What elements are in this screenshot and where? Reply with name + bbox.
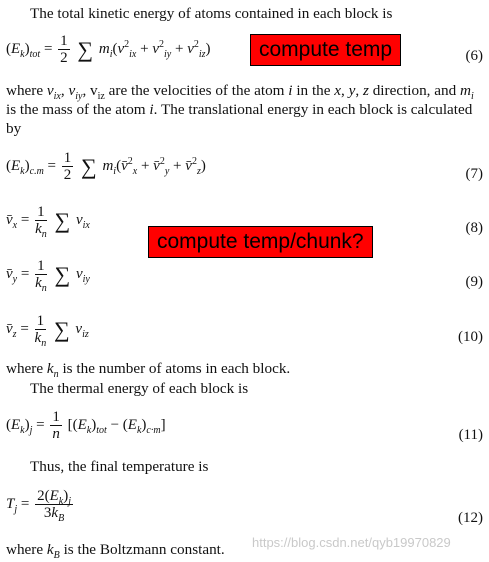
paragraph-total-kinetic: The total kinetic energy of atoms contained in each block is bbox=[30, 5, 393, 22]
paragraph-kn-definition: where $k_n$ is the number of atoms in each block. bbox=[6, 360, 291, 381]
equation-number-8: (8) bbox=[465, 220, 483, 236]
equation-number-7: (7) bbox=[465, 166, 483, 182]
equation-number-9: (9) bbox=[465, 274, 483, 290]
equation-10: $v̄_z$ = $\frac{1}{k_n}$ ∑ $v_{iz}$ bbox=[6, 313, 89, 349]
equation-number-6: (6) bbox=[465, 48, 483, 64]
equation-number-10: (10) bbox=[458, 329, 483, 345]
annotation-compute-temp: compute temp bbox=[250, 34, 401, 66]
equation-12: $T_j$ = $\frac{2(E_k)_j}{3k_B}$ bbox=[6, 488, 71, 524]
equation-8: $v̄_x$ = $\frac{1}{k_n}$ ∑ $v_{ix}$ bbox=[6, 204, 90, 240]
paragraph-velocities: where $v_{ix}$, $v_{iy}$, $v_{iz}$ are the velocities of the atom i in the x, y, z direction, and $m_i$ is the mass of the atom i. The translational energy in each block is calculated by bbox=[6, 82, 474, 137]
annotation-compute-temp-chunk: compute temp/chunk? bbox=[148, 226, 373, 258]
equation-number-11: (11) bbox=[458, 427, 483, 443]
equation-9: $v̄_y$ = $\frac{1}{k_n}$ ∑ $v_{iy}$ bbox=[6, 258, 90, 294]
paragraph-final-temperature: Thus, the final temperature is bbox=[30, 458, 209, 475]
equation-number-12: (12) bbox=[458, 510, 483, 526]
watermark-url: https://blog.csdn.net/qyb19970829 bbox=[252, 535, 451, 550]
equation-11: $(E_k)_j$ = $\frac{1}{n}$ $[(E_k)_{tot} - (E_k)_{c\cdot m}]$ bbox=[6, 409, 166, 442]
paragraph-thermal-energy: The thermal energy of each block is bbox=[30, 380, 249, 397]
equation-6: $(E_k)_{tot}$ = $\frac{1}{2}$ ∑ $m_i(v^2_{ix} + v^2_{iy} + v^2_{iz})$ bbox=[6, 33, 211, 66]
paragraph-boltzmann: where $k_B$ is the Boltzmann constant. bbox=[6, 541, 225, 562]
equation-7: $(E_k)_{c.m}$ = $\frac{1}{2}$ ∑ $m_i(v̄^2_x$ + v̄$^2_y$ + v̄$^2_z$) bbox=[6, 150, 206, 183]
